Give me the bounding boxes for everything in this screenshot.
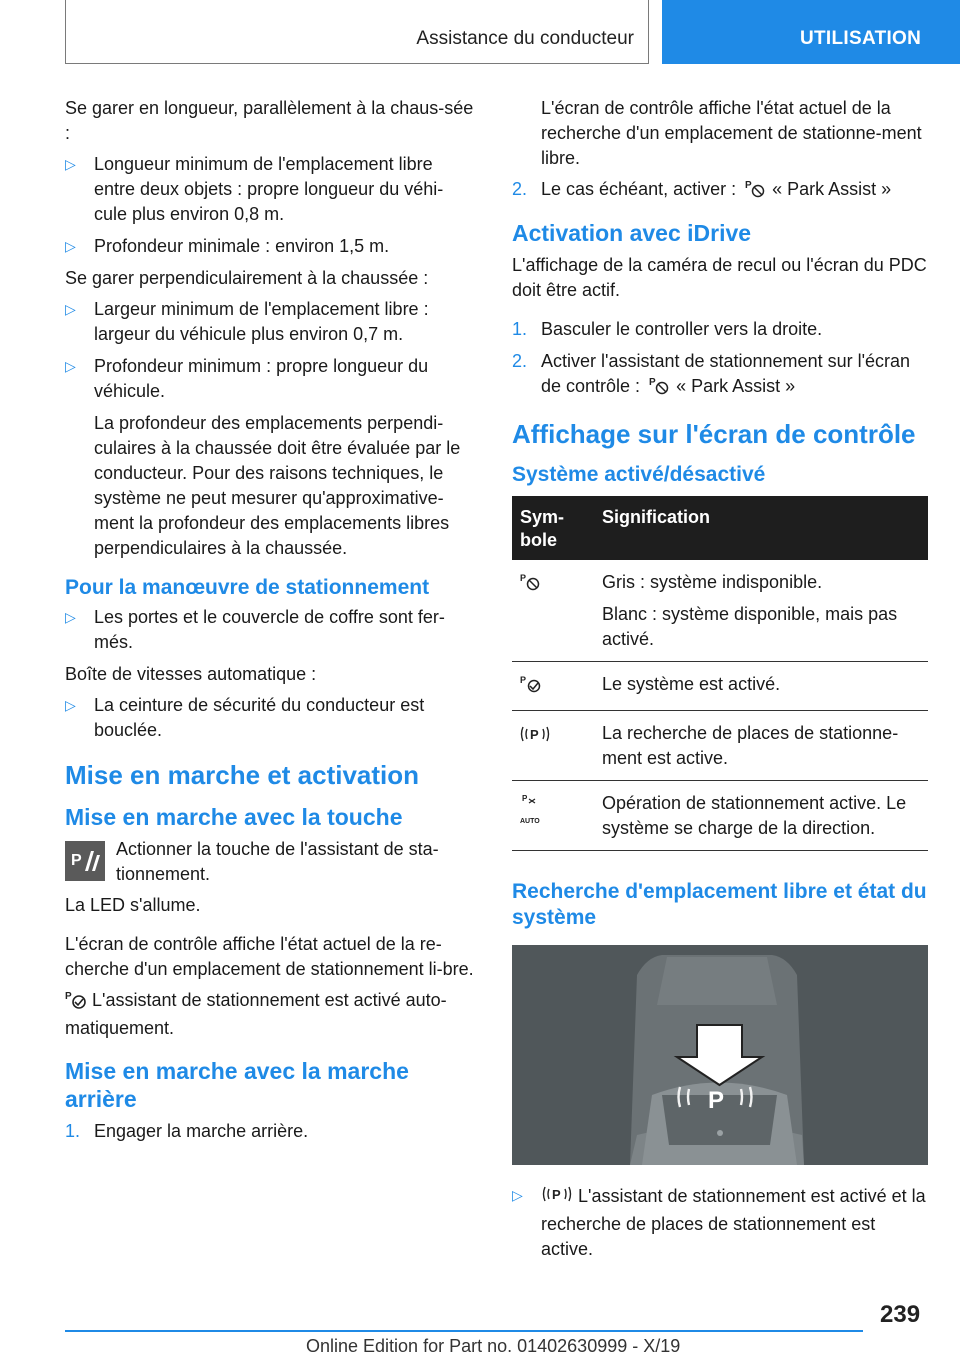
table-row: [512, 711, 928, 781]
paragraph: Se garer perpendiculairement à la chaussée :: [65, 268, 429, 288]
svg-text:P: P: [71, 852, 82, 869]
numbered-step: 1. Basculer le controller vers la droite.: [512, 317, 928, 342]
bullet-marker: ▷: [65, 238, 76, 254]
right-column: [512, 96, 928, 1269]
svg-text:P: P: [552, 1187, 561, 1202]
numbered-step: 2. Le cas échéant, activer : P « Park Assist »: [512, 177, 928, 205]
list-item: ▷ Les portes et le couvercle de coffre sont fer-més.: [65, 607, 445, 652]
header-chapter-title: UTILISATION: [800, 28, 922, 49]
header-section-title: Assistance du conducteur: [416, 28, 634, 49]
table-row: [512, 781, 928, 851]
table-cell-meaning: Gris : système indisponible. Blanc : système disponible, mais pas activé.: [594, 560, 928, 662]
bullet-marker: ▷: [65, 697, 76, 713]
table-cell-symbol: [512, 781, 594, 851]
auto-label: AUTO: [520, 818, 540, 825]
heading-idrive: Activation avec iDrive: [512, 220, 752, 246]
numbered-step: 2. Activer l'assistant de stationnement sur l'écran de contrôle : P « Park Assist »: [512, 349, 928, 402]
bullet-marker: ▷: [65, 609, 76, 625]
park-assist-icon: [741, 178, 767, 205]
paragraph: P L'assistant de stationnement est activé auto-matiquement.: [65, 990, 447, 1038]
paragraph: La LED s'allume.: [65, 895, 201, 915]
list-item: ▷ La ceinture de sécurité du conducteur est bouclée.: [65, 695, 425, 740]
paragraph: Boîte de vitesses automatique :: [65, 664, 317, 684]
table-header-meaning: Signification: [594, 496, 928, 560]
page-number: 239: [880, 1301, 921, 1328]
svg-text:P: P: [520, 573, 527, 583]
table-row: [512, 662, 928, 711]
table-row: [512, 560, 928, 662]
table-cell-meaning: Opération de stationnement active. Le système se charge de la direction.: [594, 781, 928, 851]
parking-assistant-active-icon: [65, 989, 87, 1016]
park-assist-icon: [645, 375, 671, 402]
paragraph: Se garer en longueur, parallèlement à la chaus-sée :: [65, 98, 474, 143]
list-item: ▷ Largeur minimum de l'emplacement libre : largeur du véhicule plus environ 0,7 m.: [65, 299, 429, 344]
list-item: ▷ P L'assistant de stationnement est activé et la recherche de places de stationnement est active.: [512, 1183, 928, 1262]
key-instruction: [65, 837, 475, 893]
table-cell-meaning: Le système est activé.: [594, 662, 928, 711]
list-item: ▷ Longueur minimum de l'emplacement libre entre deux objets : propre longueur du véhi-cule plus environ 0,8 m.: [65, 154, 444, 224]
camera-p-label: P: [708, 1087, 725, 1114]
heading-affichage: Affichage sur l'écran de contrôle: [512, 419, 916, 449]
step-number: 2.: [512, 179, 528, 199]
svg-text:P: P: [745, 180, 752, 191]
list-item: ▷ Profondeur minimum : propre longueur du véhicule.: [65, 356, 429, 401]
table-cell-meaning: La recherche de places de stationne-ment est active.: [594, 711, 928, 781]
step-number: 1.: [65, 1121, 81, 1141]
svg-text:P: P: [520, 675, 527, 685]
paragraph: Actionner la touche de l'assistant de sta-tionnement.: [116, 839, 439, 884]
paragraph: L'écran de contrôle affiche l'état actuel de la re-cherche d'un emplacement de stationnement li-bre.: [65, 934, 474, 979]
park-assist-on-icon: [520, 675, 544, 698]
parking-space-search-icon: [520, 729, 550, 749]
heading-manoeuvre: Pour la manœuvre de stationnement: [65, 576, 430, 599]
numbered-step: 1. Engager la marche arrière.: [65, 1119, 475, 1144]
parking-assistant-button-icon: [65, 841, 105, 881]
svg-text:P: P: [522, 794, 528, 803]
park-assist-off-icon: [520, 573, 542, 596]
paragraph: L'affichage de la caméra de recul ou l'écran du PDC doit être actif.: [512, 255, 927, 300]
bullet-marker: ▷: [65, 156, 76, 172]
heading-recherche: Recherche d'emplacement libre et état du système: [512, 880, 927, 929]
list-item: ▷ Profondeur minimale : environ 1,5 m.: [65, 234, 475, 259]
left-column: [65, 96, 475, 1151]
heading-marche-arriere: Mise en marche avec la marche arrière: [65, 1058, 409, 1112]
header-chapter-tab: [662, 0, 960, 64]
list-item-note: La profondeur des emplacements perpendi-culaires à la chaussée doit être évaluée par le conducteur. Pour des raisons techniques, le système ne peut mesurer qu'approximative-ment la profondeur des emplacements libres perpendiculaires à la chaussée.: [94, 413, 461, 558]
heading-systeme: Système activé/désactivé: [512, 463, 766, 486]
svg-text:P: P: [65, 991, 72, 1002]
footer-edition: Online Edition for Part no. 01402630999 - X/19: [306, 1336, 681, 1356]
symbol-table: [512, 496, 928, 851]
bullet-marker: ▷: [65, 301, 76, 317]
bullet-marker: ▷: [65, 358, 76, 374]
heading-touche: Mise en marche avec la touche: [65, 804, 403, 830]
header-section-box: [65, 0, 649, 64]
parking-auto-icon: [520, 794, 586, 825]
heading-mise-en-marche: Mise en marche et activation: [65, 760, 420, 790]
parking-camera-image: [512, 945, 928, 1165]
step-continuation: L'écran de contrôle affiche l'état actuel de la recherche d'un emplacement de stationne-ment libre.: [541, 98, 922, 168]
footer-divider: [65, 1330, 863, 1332]
bullet-marker: ▷: [512, 1187, 523, 1203]
svg-text:P: P: [530, 727, 539, 742]
table-header-row: [512, 496, 928, 560]
table-cell-symbol: [512, 711, 594, 781]
step-number: 2.: [512, 351, 528, 371]
table-cell-symbol: [512, 560, 594, 662]
table-header-symbol: Sym-bole: [512, 496, 594, 560]
table-cell-symbol: [512, 662, 594, 711]
parking-space-search-icon: [541, 1183, 573, 1212]
step-number: 1.: [512, 319, 528, 339]
svg-text:P: P: [649, 377, 656, 388]
